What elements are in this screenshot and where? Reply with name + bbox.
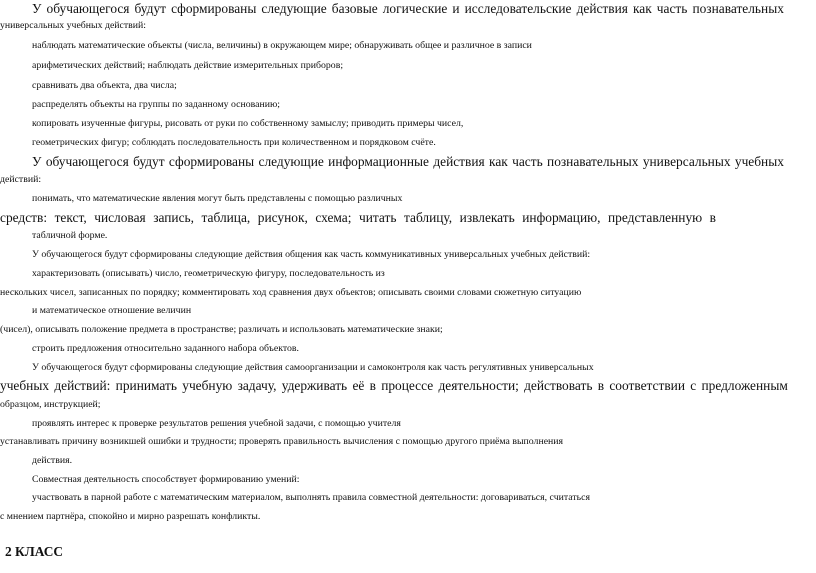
- text-line: копировать изученные фигуры, рисовать от руки по собственному замыслу; приводить примеры чисел,: [32, 118, 464, 129]
- word: обучающегося: [45, 154, 129, 169]
- word: действий:: [54, 378, 111, 393]
- section-heading: 2 КЛАСС: [5, 544, 64, 559]
- text-line: строить предложения относительно заданного набора объектов.: [32, 343, 299, 354]
- text-line: проявлять интерес к проверке результатов решения учебной задачи, с помощью учителя: [32, 418, 401, 429]
- word: её: [352, 378, 365, 393]
- text-line: [32, 0, 784, 18]
- text-line: понимать, что математические явления могут быть представлены с помощью различных: [32, 193, 403, 204]
- word: будут: [134, 1, 167, 16]
- word: логические: [382, 1, 448, 16]
- text-line: сравнивать два объекта, два числа;: [32, 80, 177, 91]
- word: извлекать: [459, 210, 515, 225]
- text-line: и математическое отношение величин: [32, 305, 192, 316]
- word: сформированы: [168, 154, 255, 169]
- text-line: участвовать в парной работе с математическим материалом, выполнять правила совместной деятельности: договариваться, считаться: [32, 492, 590, 503]
- text-line: У обучающегося будут сформированы следующие действия общения как часть коммуникативных универсальных учебных действий:: [32, 249, 591, 260]
- word: в: [369, 378, 376, 393]
- text-line: геометрических фигур; соблюдать последовательность при количественном и порядковом счёте.: [32, 137, 436, 148]
- word: читать: [358, 210, 397, 225]
- word: следующие: [258, 154, 324, 169]
- text-line: [32, 153, 784, 171]
- text-line: Совместная деятельность способствует формированию умений:: [32, 474, 300, 485]
- word: в: [709, 210, 716, 225]
- text-line: наблюдать математические объекты (числа, величины) в окружающем мире; обнаруживать общее и различное в записи: [32, 40, 532, 51]
- word: действовать: [524, 378, 593, 393]
- word: следующие: [261, 1, 327, 16]
- text-line: образцом, инструкцией;: [0, 399, 101, 410]
- word: У: [32, 154, 42, 169]
- text-line: [0, 209, 716, 227]
- word: схема;: [315, 210, 352, 225]
- word: процессе: [381, 378, 434, 393]
- text-line: действий:: [0, 174, 42, 185]
- word: познавательных: [692, 1, 784, 16]
- word: информацию,: [522, 210, 601, 225]
- word: часть: [512, 154, 543, 169]
- text-line: распределять объекты на группы по заданному основанию;: [32, 99, 281, 110]
- word: средств:: [0, 210, 48, 225]
- word: обучающегося: [46, 1, 130, 16]
- word: деятельности;: [438, 378, 519, 393]
- word: У: [32, 1, 42, 16]
- word: удерживать: [281, 378, 348, 393]
- word: рисунок,: [257, 210, 308, 225]
- word: учебную: [182, 378, 233, 393]
- word: как: [632, 1, 652, 16]
- word: часть: [656, 1, 688, 16]
- text-line: табличной форме.: [32, 230, 108, 241]
- word: действия: [433, 154, 485, 169]
- word: и: [452, 1, 460, 16]
- word: числовая: [94, 210, 146, 225]
- word: как: [489, 154, 508, 169]
- word: с: [690, 378, 697, 393]
- word: базовые: [331, 1, 378, 16]
- word: текст,: [54, 210, 87, 225]
- text-line: У обучающегося будут сформированы следующие действия самоорганизации и самоконтроля как часть регулятивных универсальных: [32, 362, 594, 373]
- text-line: устанавливать причину возникшей ошибки и трудности; проверять правильность вычисления с помощью другого приёма выполнения: [0, 436, 564, 447]
- text-line: характеризовать (описывать) число, геометрическую фигуру, последовательность из: [32, 268, 385, 279]
- text-line: действия.: [32, 455, 73, 466]
- word: принимать: [115, 378, 177, 393]
- word: задачу,: [237, 378, 277, 393]
- word: в: [597, 378, 605, 393]
- word: запись,: [153, 210, 194, 225]
- word: универсальных: [642, 154, 731, 169]
- word: исследовательские: [464, 1, 572, 16]
- text-line: нескольких чисел, записанных по порядку; комментировать ход сравнения двух объектов; описывать своими словами сюжетную ситуацию: [0, 287, 582, 298]
- word: таблица,: [201, 210, 251, 225]
- word: информационные: [328, 154, 429, 169]
- text-line: с мнением партнёра, спокойно и мирно разрешать конфликты.: [0, 511, 261, 522]
- word: познавательных: [547, 154, 639, 169]
- text-line: [0, 377, 788, 395]
- word: сформированы: [171, 1, 257, 16]
- text-line: арифметических действий; наблюдать действие измерительных приборов;: [32, 60, 344, 71]
- text-line: универсальных учебных действий:: [0, 20, 147, 31]
- word: предложенным: [701, 378, 788, 393]
- word: учебных: [0, 378, 50, 393]
- word: таблицу,: [403, 210, 453, 225]
- word: соответствии: [609, 378, 685, 393]
- word: учебных: [734, 154, 784, 169]
- text-line: (чисел), описывать положение предмета в пространстве; различать и использовать математические знаки;: [0, 324, 443, 335]
- word: действия: [576, 1, 628, 16]
- word: представленную: [608, 210, 703, 225]
- word: будут: [133, 154, 165, 169]
